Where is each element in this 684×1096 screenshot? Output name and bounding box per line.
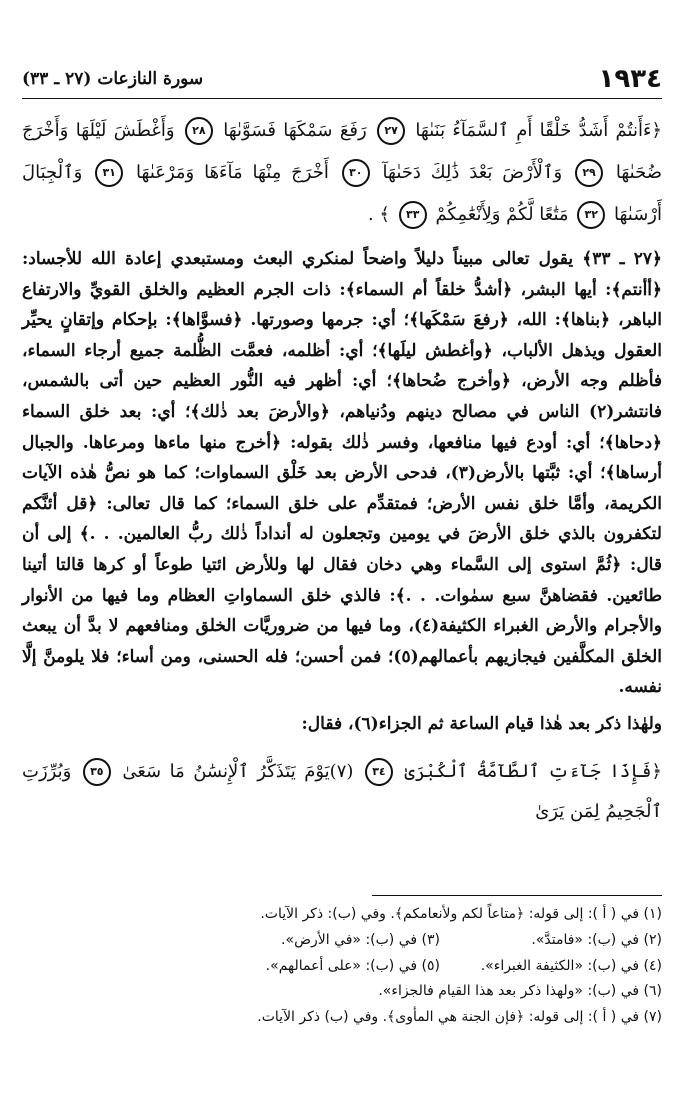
ayah-number-marker: ٣١ bbox=[95, 159, 123, 187]
ayah-number-marker: ٣٥ bbox=[83, 758, 111, 786]
footnote-row bbox=[22, 954, 662, 980]
transition-paragraph: ولهٰذا ذكر بعد هٰذا قيام الساعة ثم الجزاء(٦)، فقال: bbox=[301, 713, 662, 734]
ayah-number-marker: ٣٢ bbox=[577, 201, 605, 229]
footnote-1: (١) في ( أ ): إلى قوله: ﴿متاعاً لكم ولأنعامكم﴾. وفي (ب): ذكر الآيات. bbox=[260, 906, 662, 922]
ayah-number-marker: ٣٣ bbox=[399, 201, 427, 229]
ayah-number-marker: ٢٨ bbox=[185, 117, 213, 145]
main-content bbox=[22, 110, 662, 832]
verse-32: وَٱلْجِبَالَ أَرْسَىٰهَا bbox=[22, 162, 662, 225]
quran-verses-34-36 bbox=[22, 752, 662, 832]
verse-close-bracket: ﴾ . bbox=[367, 204, 390, 225]
verse-29: وَأَغْطَشَ لَيْلَهَا وَأَخْرَجَ ضُحَىٰهَا bbox=[22, 120, 662, 183]
footnote-row bbox=[22, 928, 662, 954]
verse-36: وَبُرِّزَتِ ٱلْجَحِيمُ لِمَن يَرَىٰ bbox=[22, 760, 662, 822]
page-number: ١٩٣٤ bbox=[598, 64, 662, 94]
verse-31: أَخْرَجَ مِنْهَا مَآءَهَا وَمَرْعَىٰهَا bbox=[136, 162, 329, 183]
footnote-3: (٣) في (ب): «في الأرض». bbox=[281, 931, 440, 948]
ayah-number-marker: ٢٩ bbox=[575, 159, 603, 187]
footnote-row bbox=[22, 979, 662, 1005]
verse-28: رَفَعَ سَمْكَهَا فَسَوَّىٰهَا bbox=[223, 120, 367, 141]
verse-34: ﴿فَإِذَا جَآءَتِ ٱلطَّآمَّةُ ٱلْكُبْرَىٰ bbox=[404, 760, 662, 782]
verse-35: (٧)يَوْمَ يَتَذَكَّرُ ٱلْإِنسَٰنُ مَا سَعَىٰ bbox=[122, 760, 354, 782]
footnote-7: (٧) في ( أ ): إلى قوله: ﴿فإن الجنة هي المأوى﴾. وفي (ب) ذكر الآيات. bbox=[257, 1009, 662, 1026]
footnote-divider bbox=[372, 895, 662, 896]
footnote-2: (٢) في (ب): «فامتدَّ». bbox=[531, 931, 662, 948]
footnote-4: (٤) في (ب): «الكثيفة الغبراء». bbox=[480, 957, 662, 974]
footnote-row bbox=[22, 1005, 662, 1031]
verse-27: ﴿ءَأَنتُمْ أَشَدُّ خَلْقًا أَمِ ٱلسَّمَآءُ بَنَىٰهَا bbox=[415, 120, 662, 141]
verse-30: وَٱلْأَرْضَ بَعْدَ ذَٰلِكَ دَحَىٰهَآ bbox=[382, 162, 563, 183]
page-header bbox=[22, 60, 662, 99]
footnote-5: (٥) في (ب): «على أعمالهم». bbox=[265, 957, 440, 974]
ayah-number-marker: ٣٠ bbox=[342, 159, 370, 187]
verse-33: مَتَٰعًا لَّكُمْ وَلِأَنْعَٰمِكُمْ bbox=[435, 204, 569, 225]
footnote-row bbox=[22, 902, 662, 928]
quran-verses-27-33 bbox=[22, 110, 662, 236]
ayah-number-marker: ٣٤ bbox=[365, 758, 393, 786]
ayah-number-marker: ٢٧ bbox=[377, 117, 405, 145]
surah-title: سورة النازعات (٢٧ ـ ٣٣) bbox=[22, 69, 204, 89]
footnote-6: (٦) في (ب): «ولهذا ذكر بعد هذا القيام فالجزاء». bbox=[378, 983, 662, 1000]
footnotes bbox=[22, 902, 662, 1031]
tafsir-commentary: ﴿٢٧ ـ ٣٣﴾ يقول تعالى مبيناً دليلاً واضحاً لمنكري البعث ومستبعدي إعادة الله للأجساد: ﴿أأنتم﴾: أيها البشر، ﴿أشدُّ خلقاً أم السماء﴾: ذات الجرم العظيم والخلق القويِّ والارتفاع الباهر، ﴿بناها﴾: الله، ﴿رفعَ سَمْكَها﴾؛ أي: جرمها وصورتها. ﴿فسوَّاها﴾: بإحكام وإتقانٍ يحيِّر العقول ويذهل الألباب، ﴿وأغطش ليلَها﴾؛ أي: أظلمه، فعمَّت الظُّلمة جميع أرجاء السماء، فأظلم وجه الأرض، ﴿وأخرج ضُحاها﴾؛ أي: أظهر فيه النُّور العظيم حين أتى بالشمس، فانتشر(٢) الناس في مصالح دينهم ودُنياهم، ﴿والأرضَ بعد ذٰلك﴾؛ أي: بعد خلق السماء ﴿دحاها﴾؛ أي: أودع فيها منافعها، وفسر ذٰلك بقوله: ﴿أخرج منها ماءها ومرعاها. والجبال أرساها﴾؛ أي: ثبَّتها بالأرض(٣)، فدحى الأرض بعد خَلْق السماوات؛ كما هو نصُّ هٰذه الآيات الكريمة، وأمَّا خلق نفس الأرض؛ فمتقدِّم على خلق السماء؛ كما قال تعالى: ﴿قل أئنَّكم لتكفرون بالذي خلق الأرضَ في يومين وتجعلون له أنداداً ذٰلك ربُّ العالمين. . .﴾ إلى أن قال: ﴿ثُمَّ استوى إلى السَّماء وهي دخان فقال لها وللأرض ائتيا طوعاً أو كرها قالتا أتينا طائعين. فقضاهنَّ سبع سمٰوات. . .﴾: فالذي خلق السماواتِ العظام وما فيها من الأنوار والأجرام والأرض الغبراء الكثيفة(٤)، وما فيها من ضروريَّات الخلق ومنافعهم لا بدَّ أن يبعث الخلق المكلَّفين فيجازيهم بأعمالهم(٥)؛ فمن أحسن؛ فله الحسنى، ومن أساء؛ فلا يلومنَّ إلَّا نفسه. bbox=[22, 249, 662, 698]
